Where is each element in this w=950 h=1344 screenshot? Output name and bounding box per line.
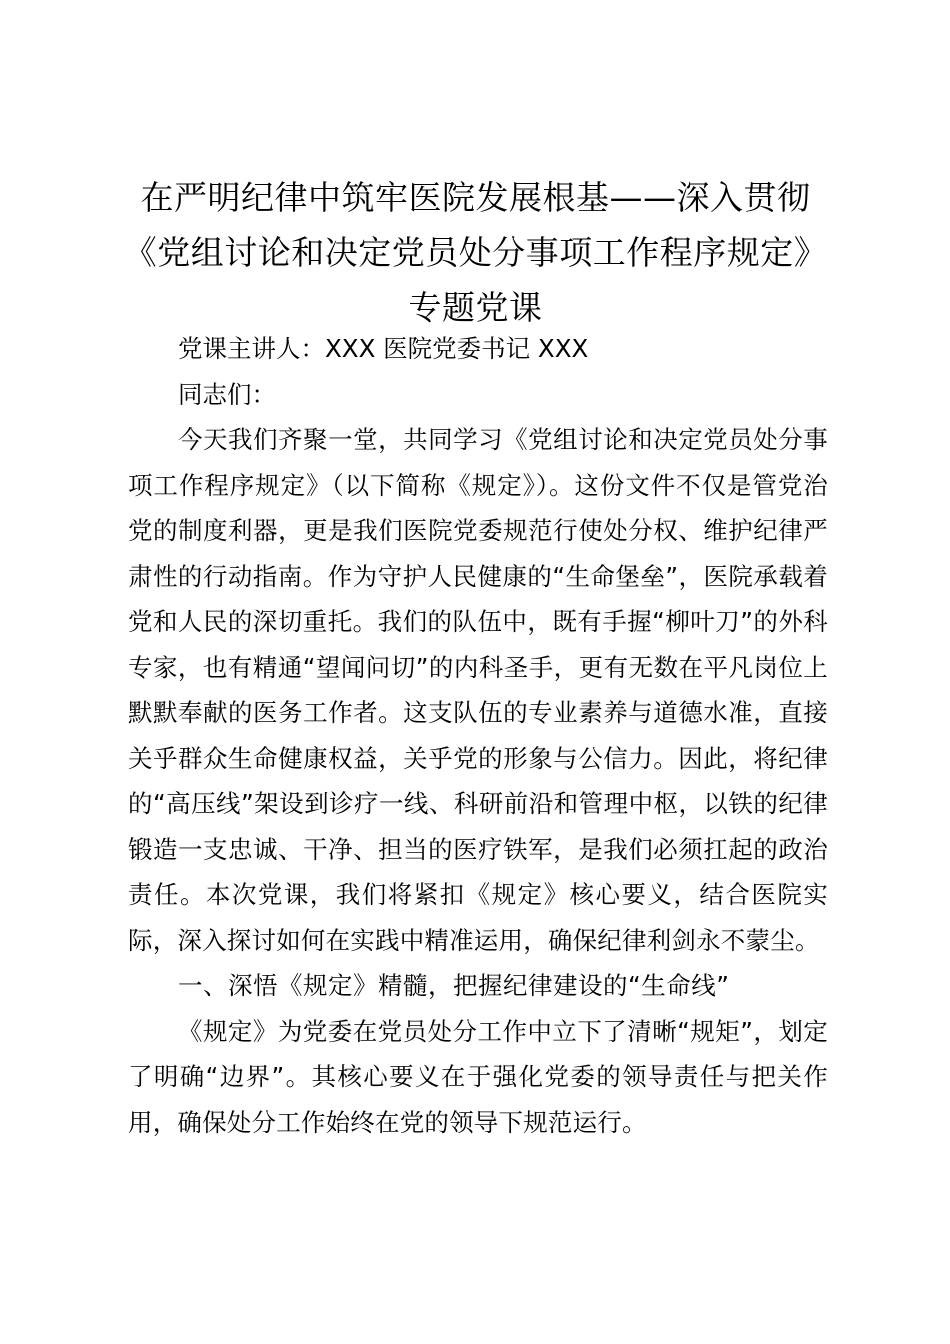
intro-paragraph: 今天我们齐聚一堂，共同学习《党组讨论和决定党员处分事项工作程序规定》（以下简称《规定》）。这份文件不仅是管党治党的制度利器，更是我们医院党委规范行使处分权、维护纪律严肃性的行动指南。作为守护人民健康的“生命堡垒”，医院承载着党和人民的深切重托。我们的队伍中，既有手握“柳叶刀”的外科专家，也有精通“望闻问切”的内科圣手，更有无数在平凡岗位上默默奉献的医务工作者。这支队伍的专业素养与道德水准，直接关乎群众生命健康权益，关乎党的形象与公信力。因此，将纪律的“高压线”架设到诊疗一线、科研前沿和管理中枢，以铁的纪律锻造一支忠诚、干净、担当的医疗铁军，是我们必须扛起的政治责任。本次党课，我们将紧扣《规定》核心要义，结合医院实际，深入探讨如何在实践中精准运用，确保纪律利剑永不蒙尘。 (128, 425, 828, 955)
document-title: 在严明纪律中筑牢医院发展根基——深入贯彻《党组讨论和决定党员处分事项工作程序规定》专题党课 (123, 178, 828, 327)
speaker-line: 党课主讲人：XXX 医院党委书记 XXX (178, 334, 589, 363)
document-body (128, 326, 828, 1145)
section-heading: 一、深悟《规定》精髓，把握纪律建设的“生命线” (178, 971, 730, 1000)
section-paragraph: 《规定》为党委在党员处分工作中立下了清晰“规矩”，划定了明确“边界”。其核心要义在于强化党委的领导责任与把关作用，确保处分工作始终在党的领导下规范运行。 (128, 1016, 828, 1137)
salutation: 同志们： (178, 379, 276, 409)
